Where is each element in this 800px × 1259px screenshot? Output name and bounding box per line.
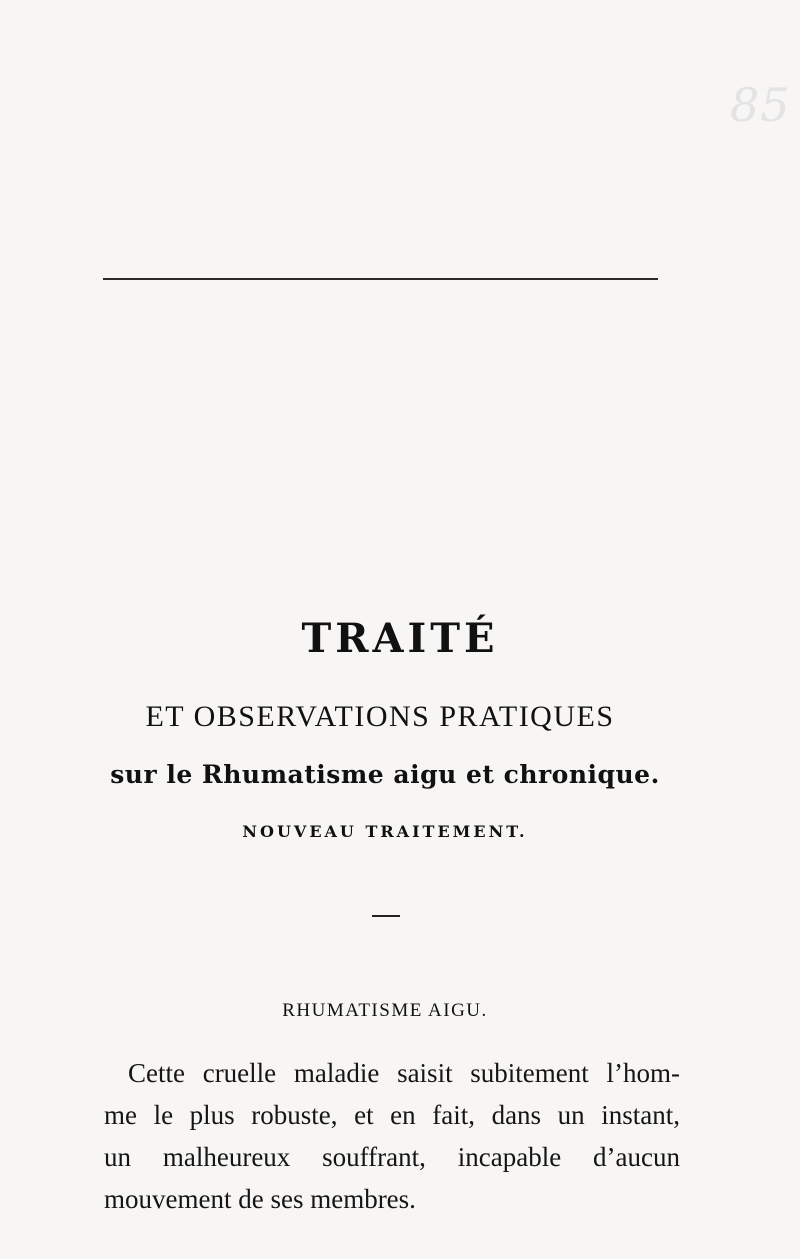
page-number: 85: [730, 78, 791, 132]
book-subtitle: ET OBSERVATIONS PRATIQUES: [145, 700, 615, 733]
body-line-4: mouvement de ses membres.: [104, 1184, 416, 1214]
book-title: TRAITÉ: [301, 615, 499, 662]
section-heading: NOUVEAU TRAITEMENT.: [242, 822, 528, 841]
book-subject-line: sur le Rhumatisme aigu et chronique.: [110, 760, 660, 789]
body-line-3: un malheureux souffrant, incapable d’aucun: [104, 1142, 680, 1172]
separator-dash: [372, 915, 400, 917]
body-line-2: me le plus robuste, et en fait, dans un instant,: [104, 1100, 680, 1130]
chapter-heading: RHUMATISME AIGU.: [282, 1000, 488, 1021]
body-line-1: Cette cruelle maladie saisit subitement l’hom-: [128, 1058, 680, 1088]
body-paragraph: [104, 1052, 680, 1220]
header-rule: [103, 278, 658, 280]
